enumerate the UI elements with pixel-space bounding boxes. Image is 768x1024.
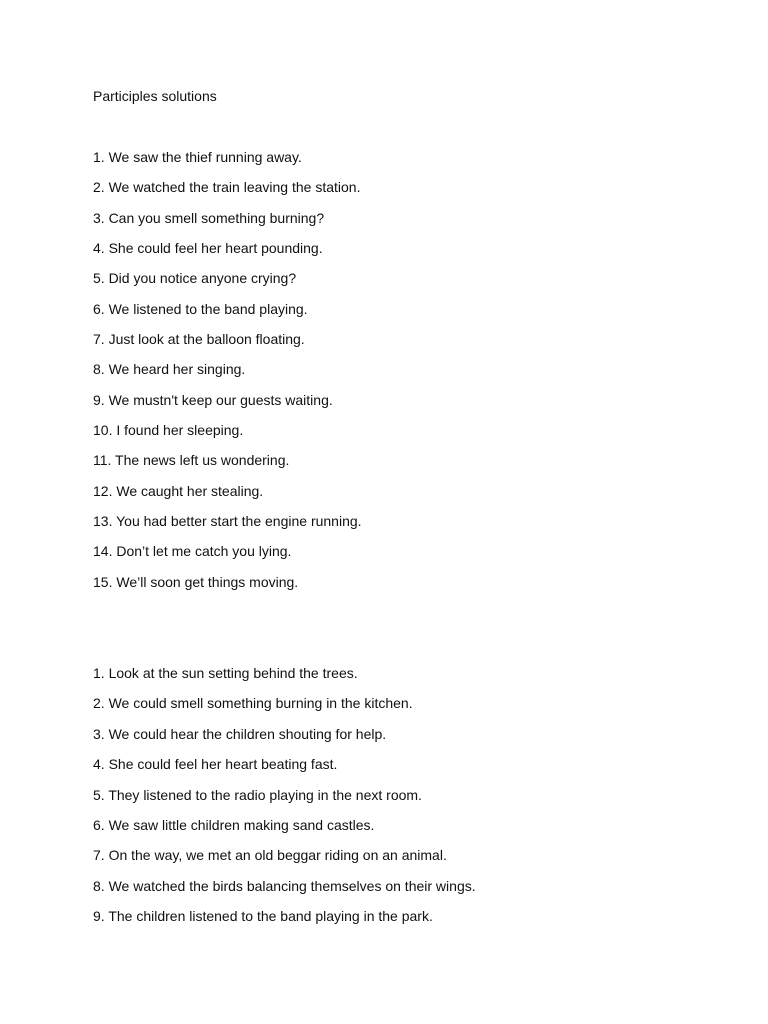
list-item: 4. She could feel her heart pounding.	[93, 240, 323, 257]
solutions-list-2	[93, 664, 476, 938]
list-item: 7. On the way, we met an old beggar riding on an animal.	[93, 847, 447, 864]
list-item: 7. Just look at the balloon floating.	[93, 331, 305, 348]
list-item: 1. Look at the sun setting behind the trees.	[93, 665, 358, 681]
list-item: 9. The children listened to the band playing in the park.	[93, 908, 433, 925]
list-item: 2. We watched the train leaving the station.	[93, 179, 361, 196]
list-item: 3. We could hear the children shouting for help.	[93, 725, 387, 742]
list-item: 6. We saw little children making sand castles.	[93, 816, 375, 833]
list-item: 5. They listened to the radio playing in the next room.	[93, 786, 422, 803]
list-item: 10. I found her sleeping.	[93, 422, 244, 439]
list-item: 9. We mustn't keep our guests waiting.	[93, 391, 333, 408]
list-item: 3. Can you smell something burning?	[93, 209, 325, 226]
list-item: 14. Don’t let me catch you lying.	[93, 543, 292, 560]
list-item: 11. The news left us wondering.	[93, 452, 290, 469]
list-item: 8. We heard her singing.	[93, 361, 246, 378]
list-item: 2. We could smell something burning in the kitchen.	[93, 695, 413, 712]
solutions-list-1	[93, 148, 362, 603]
list-item: 4. She could feel her heart beating fast.	[93, 756, 338, 773]
list-item: 1. We saw the thief running away.	[93, 149, 302, 165]
list-item: 13. You had better start the engine running.	[93, 513, 362, 530]
document-title: Participles solutions	[93, 88, 217, 104]
list-item: 15. We’ll soon get things moving.	[93, 573, 299, 590]
list-item: 12. We caught her stealing.	[93, 482, 264, 499]
list-item: 5. Did you notice anyone crying?	[93, 270, 297, 287]
list-item: 8. We watched the birds balancing themselves on their wings.	[93, 877, 476, 894]
list-item: 6. We listened to the band playing.	[93, 300, 308, 317]
